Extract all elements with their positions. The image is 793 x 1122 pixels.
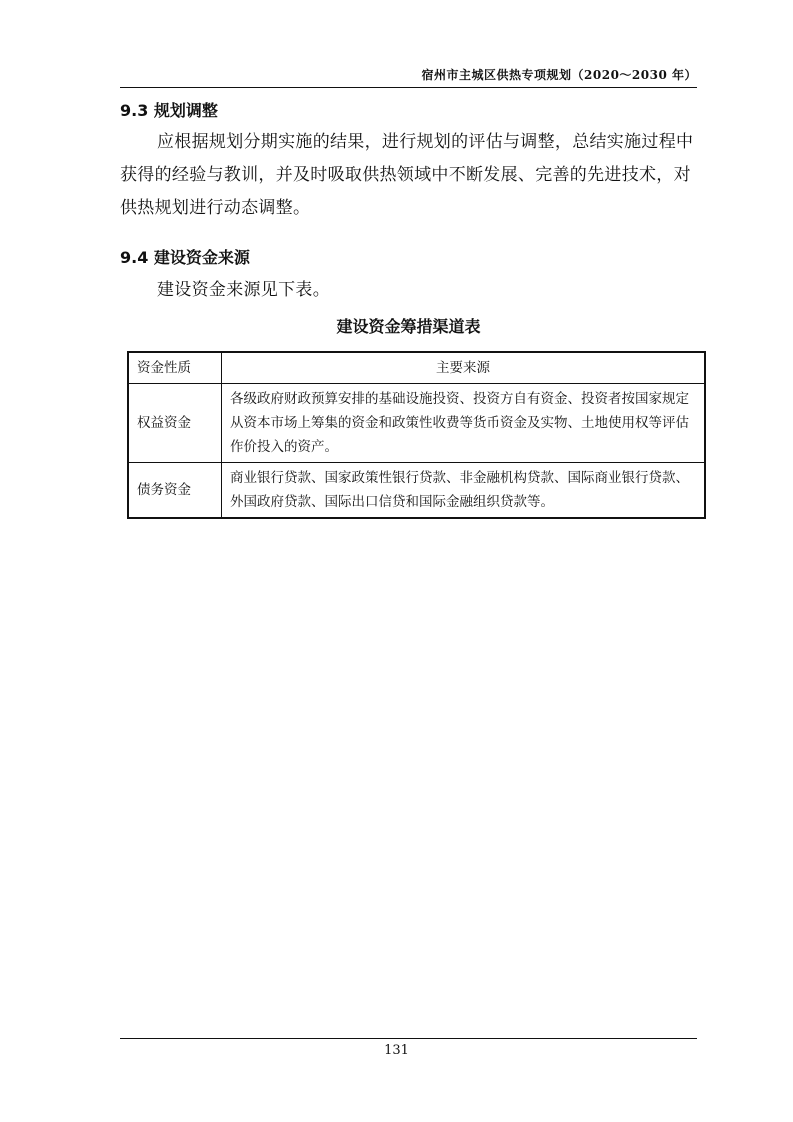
table-header-row xyxy=(128,352,705,384)
paragraph-funding-source: 建设资金来源见下表。 xyxy=(157,280,330,300)
funding-table xyxy=(127,351,706,519)
fund-type-cell: 权益资金 xyxy=(128,384,222,463)
fund-source-cell: 各级政府财政预算安排的基础设施投资、投资方自有资金、投资者按国家规定从资本市场上筹集的资金和政策性收费等货币资金及实物、土地使用权等评估作价投入的资产。 xyxy=(222,384,706,463)
section-heading-9-3: 9.3 规划调整 xyxy=(120,101,218,120)
running-header: 宿州市主城区供热专项规划（2020～2030 年） xyxy=(120,66,697,88)
page-number: 131 xyxy=(384,1043,409,1058)
column-header-fund-type: 资金性质 xyxy=(128,352,222,384)
table-row xyxy=(128,384,705,463)
table-row xyxy=(128,463,705,519)
section-heading-9-4: 9.4 建设资金来源 xyxy=(120,248,250,267)
table-title: 建设资金筹措渠道表 xyxy=(336,317,481,336)
fund-type-cell: 债务资金 xyxy=(128,463,222,519)
footer-divider xyxy=(120,1038,697,1039)
paragraph-planning-adjustment: 应根据规划分期实施的结果，进行规划的评估与调整，总结实施过程中获得的经验与教训，并及时吸取供热领域中不断发展、完善的先进技术，对供热规划进行动态调整。 xyxy=(120,132,694,218)
fund-source-cell: 商业银行贷款、国家政策性银行贷款、非金融机构贷款、国际商业银行贷款、外国政府贷款、国际出口信贷和国际金融组织贷款等。 xyxy=(222,463,706,519)
column-header-main-source: 主要来源 xyxy=(222,352,706,384)
